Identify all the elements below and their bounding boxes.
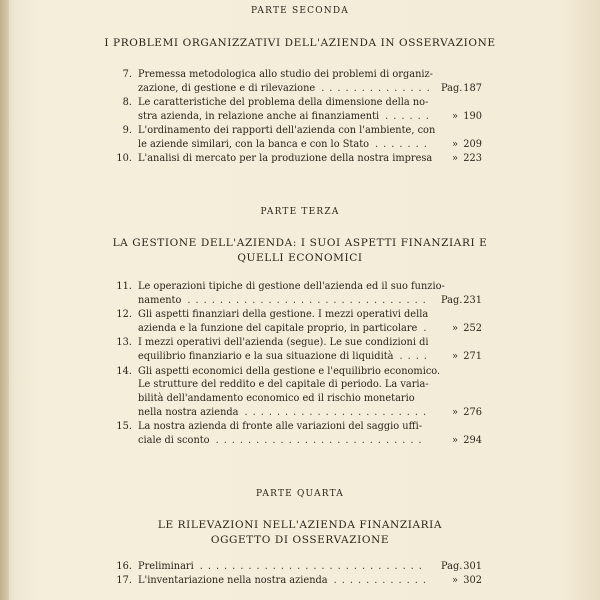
page-prefix: Pag. (441, 294, 463, 306)
page-number: 294 (463, 435, 482, 447)
leader-dots: .... (399, 351, 432, 363)
entry-number: 14. (116, 365, 132, 377)
page-prefix: » (452, 435, 458, 447)
page-number: 302 (463, 575, 482, 587)
page-prefix: » (452, 138, 458, 150)
page-number: 190 (463, 110, 482, 122)
page-prefix: » (452, 575, 458, 587)
page-prefix: » (452, 153, 458, 164)
page-number: 276 (463, 406, 482, 418)
leader-dots: ....... (375, 138, 432, 150)
leader-dots: .............................. (187, 294, 431, 306)
entry-title-line: equilibrio finanziario e la sua situazione di liquidità (138, 351, 394, 363)
entry-title-line: L'inventariazione nella nostra azienda (138, 575, 328, 587)
leader-dots: . (423, 322, 432, 334)
entry-title-line: Le caratteristiche del problema della dimensione della no- (138, 97, 429, 108)
part-title: LE RILEVAZIONI NELL'AZIENDA FINANZIARIA (157, 519, 443, 531)
entry-title-line: Premessa metodologica allo studio dei problemi di organiz- (138, 69, 433, 80)
leader-dots: .......................... (215, 435, 427, 447)
page-number: 231 (463, 294, 482, 306)
page-prefix: Pag. (441, 82, 463, 94)
entry-number: 9. (122, 125, 132, 136)
part-title: LA GESTIONE DELL'AZIENDA: I SUOI ASPETTI FINANZIARI E (112, 237, 488, 249)
page-number: 223 (463, 153, 482, 164)
page-number: 209 (463, 138, 482, 150)
toc-entry[interactable] (0, 68, 600, 96)
entry-number: 11. (116, 281, 132, 292)
toc-entry[interactable] (0, 336, 600, 364)
toc-entry[interactable] (0, 124, 600, 152)
page-prefix: » (452, 351, 458, 363)
leader-dots: .............. (321, 82, 435, 94)
leader-dots: ...... (385, 110, 434, 122)
entry-title-line: L'analisi di mercato per la produzione della nostra impresa (138, 153, 433, 164)
entry-title-line: Preliminari (138, 561, 194, 572)
entry-number: 15. (116, 421, 132, 433)
entry-number: 16. (116, 561, 132, 572)
page-number: 301 (463, 561, 482, 572)
entry-title-line: nella nostra azienda (138, 406, 239, 418)
toc-entry[interactable] (0, 280, 600, 308)
entry-title-line: Le operazioni tipiche di gestione dell'azienda ed il suo funzio- (138, 281, 445, 292)
toc-entry[interactable] (0, 560, 600, 574)
entry-title-line: L'ordinamento dei rapporti dell'azienda con l'ambiente, con (138, 125, 436, 136)
leader-dots: ............ (333, 575, 431, 587)
toc-entry[interactable] (0, 96, 600, 124)
toc-entry[interactable] (0, 420, 600, 448)
entry-title-line: I mezzi operativi dell'azienda (segue). Le sue condizioni di (138, 337, 429, 349)
part-label: PARTE QUARTA (256, 489, 344, 499)
part-title: QUELLI ECONOMICI (237, 252, 363, 264)
page-prefix: » (452, 406, 458, 418)
entry-number: 8. (122, 97, 132, 108)
entry-title-line: La nostra azienda di fronte alle variazioni del saggio uffi- (138, 421, 423, 433)
entry-title-line: bilità dell'andamento economico ed il rischio monetario (138, 393, 415, 405)
page-number: 187 (463, 82, 482, 94)
entry-title-line: ciale di sconto (138, 435, 210, 447)
entry-title-line: Le strutture del reddito e del capitale di periodo. La varia- (138, 379, 429, 391)
page-prefix: Pag. (441, 561, 463, 572)
page-prefix: » (452, 110, 458, 122)
part-title: OGGETTO DI OSSERVAZIONE (210, 534, 390, 546)
entry-title-line: stra azienda, in relazione anche ai finanziamenti (138, 110, 380, 122)
part-label: PARTE TERZA (260, 207, 340, 217)
entry-title-line: namento (138, 294, 182, 306)
entry-title-line: zazione, di gestione e di rilevazione (138, 82, 316, 94)
page-number: 252 (463, 322, 482, 334)
leader-dots: ....................... (244, 406, 432, 418)
entry-number: 12. (116, 309, 132, 321)
entry-title-line: Gli aspetti finanziari della gestione. I mezzi operativi della (138, 309, 429, 321)
page-number: 271 (463, 351, 482, 363)
entry-number: 13. (116, 337, 132, 349)
entry-number: 7. (122, 69, 132, 80)
page-prefix: » (452, 322, 458, 334)
entry-number: 10. (116, 153, 132, 164)
entry-title-line: Gli aspetti economici della gestione e l'equilibrio economico. (138, 365, 441, 377)
entry-title-line: le aziende similari, con la banca e con lo Stato (138, 138, 370, 150)
leader-dots: ............................ (199, 561, 427, 572)
part-title: I PROBLEMI ORGANIZZATIVI DELL'AZIENDA IN OSSERVAZIONE (104, 37, 496, 49)
toc-entry[interactable] (0, 308, 600, 336)
toc-entry[interactable] (0, 574, 600, 588)
part-label: PARTE SECONDA (251, 6, 349, 16)
entry-title-line: azienda e la funzione del capitale proprio, in particolare (138, 322, 418, 334)
toc-entry[interactable] (0, 152, 600, 166)
entry-number: 17. (116, 575, 132, 587)
toc-entry[interactable] (0, 365, 600, 420)
